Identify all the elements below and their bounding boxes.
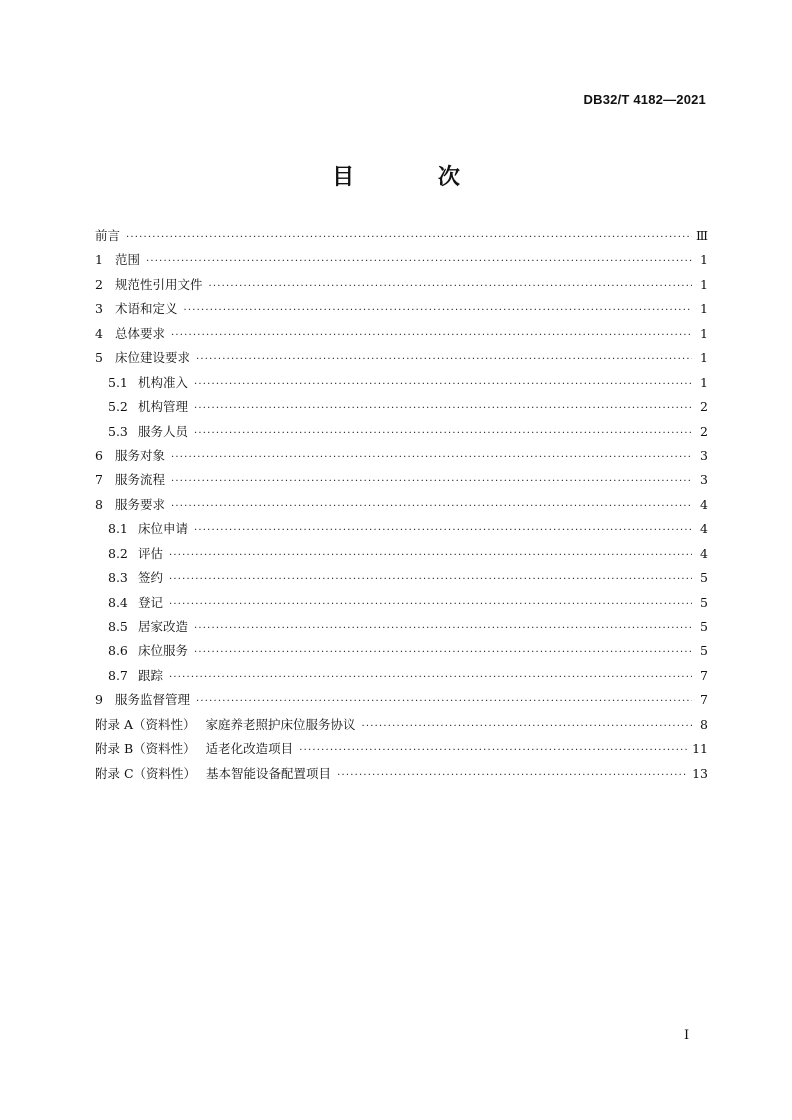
toc-entry[interactable] [95,468,708,492]
toc-leader-dots [169,593,692,617]
toc-entry[interactable] [95,371,708,395]
toc-entry-page: 1 [700,350,708,366]
toc-entry-label: 前言 [95,228,121,243]
toc-entry-page: 2 [700,399,708,415]
toc-entry-number: 7 [95,472,103,488]
toc-leader-dots [169,666,692,690]
toc-entry-number: 附录 B（资料性） [95,741,196,757]
toc-entry[interactable] [95,517,708,541]
toc-entry[interactable] [95,346,708,370]
toc-entry[interactable] [95,615,708,639]
toc-leader-dots [194,397,692,421]
toc-entry-page: 7 [700,667,708,683]
toc-entry-number: 8.7 [108,667,128,683]
toc-entry-page: Ⅲ [695,228,708,243]
toc-entry-number: 附录 C（资料性） [95,765,197,781]
page-title: 目 次 [332,165,498,190]
toc-entry-label: 登记 [138,594,164,610]
toc-entry-page: 2 [700,423,708,439]
toc-entry-page: 3 [700,472,708,488]
toc-entry-number: 1 [95,252,103,268]
toc-entry[interactable] [95,639,708,663]
toc-entry-label: 居家改造 [138,619,189,634]
toc-entry-label: 服务对象 [115,447,166,463]
toc-entry-number: 8.2 [108,545,128,561]
toc-entry-label: 总体要求 [115,325,166,341]
toc-entry-label: 床位服务 [138,643,189,659]
toc-entry-number: 5.2 [108,399,128,415]
toc-entry-page: 3 [700,447,708,463]
toc-entry-page: 4 [700,545,708,561]
toc-entry-label: 床位申请 [138,521,189,537]
toc-entry-number: 5.1 [108,374,128,390]
toc-entry-page: 5 [700,619,708,634]
toc-entry[interactable] [95,591,708,615]
toc-entry[interactable] [95,444,708,468]
toc-entry[interactable] [95,297,708,321]
toc-entry-label: 适老化改造项目 [205,741,294,757]
toc-entry[interactable] [95,713,708,737]
toc-entry-label: 跟踪 [138,667,164,683]
toc-entry-page: 1 [700,276,708,292]
toc-entry-label: 机构管理 [138,399,189,415]
toc-entry[interactable] [95,566,708,590]
toc-entry-number: 8 [95,496,103,512]
standard-code: DB32/T 4182—2021 [583,92,706,107]
toc-leader-dots [169,544,692,568]
toc-entry-page: 8 [700,716,708,732]
toc-leader-dots [299,739,688,763]
toc-entry-page: 5 [700,643,708,659]
toc-entry-page: 1 [700,325,708,341]
toc-entry[interactable] [95,664,708,688]
toc-leader-dots [194,617,692,641]
toc-entry-label: 签约 [138,570,164,586]
toc-entry-number: 8.3 [108,570,128,586]
table-of-contents [95,224,708,786]
toc-leader-dots [196,348,692,372]
toc-entry-label: 服务流程 [115,472,166,488]
toc-leader-dots [171,495,692,519]
toc-entry[interactable] [95,248,708,272]
toc-entry-label: 床位建设要求 [115,350,191,366]
toc-entry[interactable] [95,762,708,786]
toc-entry-label: 术语和定义 [115,301,178,317]
toc-leader-dots [337,764,688,788]
toc-leader-dots [194,519,692,543]
toc-leader-dots [171,446,692,470]
toc-entry-number: 8.4 [108,594,128,610]
toc-entry-label: 规范性引用文件 [115,276,203,292]
toc-entry[interactable] [95,688,708,712]
toc-entry-number: 3 [95,301,103,317]
toc-entry[interactable] [95,273,708,297]
toc-entry-number: 8.6 [108,643,128,659]
toc-entry-label: 服务监督管理 [115,692,191,708]
toc-entry-page: 13 [692,765,708,781]
toc-entry-page: 4 [700,496,708,512]
toc-entry-label: 范围 [115,252,141,268]
toc-leader-dots [184,299,692,323]
toc-entry-number: 8.1 [108,521,128,537]
toc-leader-dots [169,568,692,592]
page-number: I [684,1028,690,1043]
toc-leader-dots [194,641,692,665]
toc-entry-number: 8.5 [108,619,128,634]
toc-entry-page: 7 [700,692,708,708]
toc-entry[interactable] [95,395,708,419]
toc-entry-label: 基本智能设备配置项目 [206,765,332,781]
toc-leader-dots [126,226,692,250]
toc-entry-number: 附录 A（资料性） [95,716,196,732]
toc-entry-number: 4 [95,325,103,341]
toc-entry-label: 服务人员 [138,423,189,439]
toc-entry[interactable] [95,224,708,248]
toc-entry-page: 1 [700,301,708,317]
toc-entry-page: 5 [700,570,708,586]
toc-leader-dots [209,275,692,299]
toc-entry-number: 5 [95,350,103,366]
toc-entry-label: 家庭养老照护床位服务协议 [205,716,356,732]
toc-entry-number: 2 [95,276,103,292]
toc-entry-label: 评估 [138,545,164,561]
toc-leader-dots [146,250,692,274]
toc-entry-page: 5 [700,594,708,610]
toc-entry-page: 4 [700,521,708,537]
toc-entry-page: 1 [700,374,708,390]
toc-entry[interactable] [95,542,708,566]
toc-entry[interactable] [95,322,708,346]
toc-entry-number: 5.3 [108,423,128,439]
toc-leader-dots [194,422,692,446]
toc-leader-dots [171,470,692,494]
toc-entry-label: 机构准入 [138,374,189,390]
toc-entry-number: 6 [95,447,103,463]
toc-entry-page: 1 [700,252,708,268]
toc-entry-page: 11 [692,741,708,757]
toc-entry[interactable] [95,493,708,517]
toc-entry-number: 9 [95,692,103,708]
toc-leader-dots [196,690,692,714]
toc-leader-dots [362,715,692,739]
toc-leader-dots [171,324,692,348]
toc-leader-dots [194,373,692,397]
toc-entry[interactable] [95,420,708,444]
toc-entry[interactable] [95,737,708,761]
toc-entry-label: 服务要求 [115,496,166,512]
